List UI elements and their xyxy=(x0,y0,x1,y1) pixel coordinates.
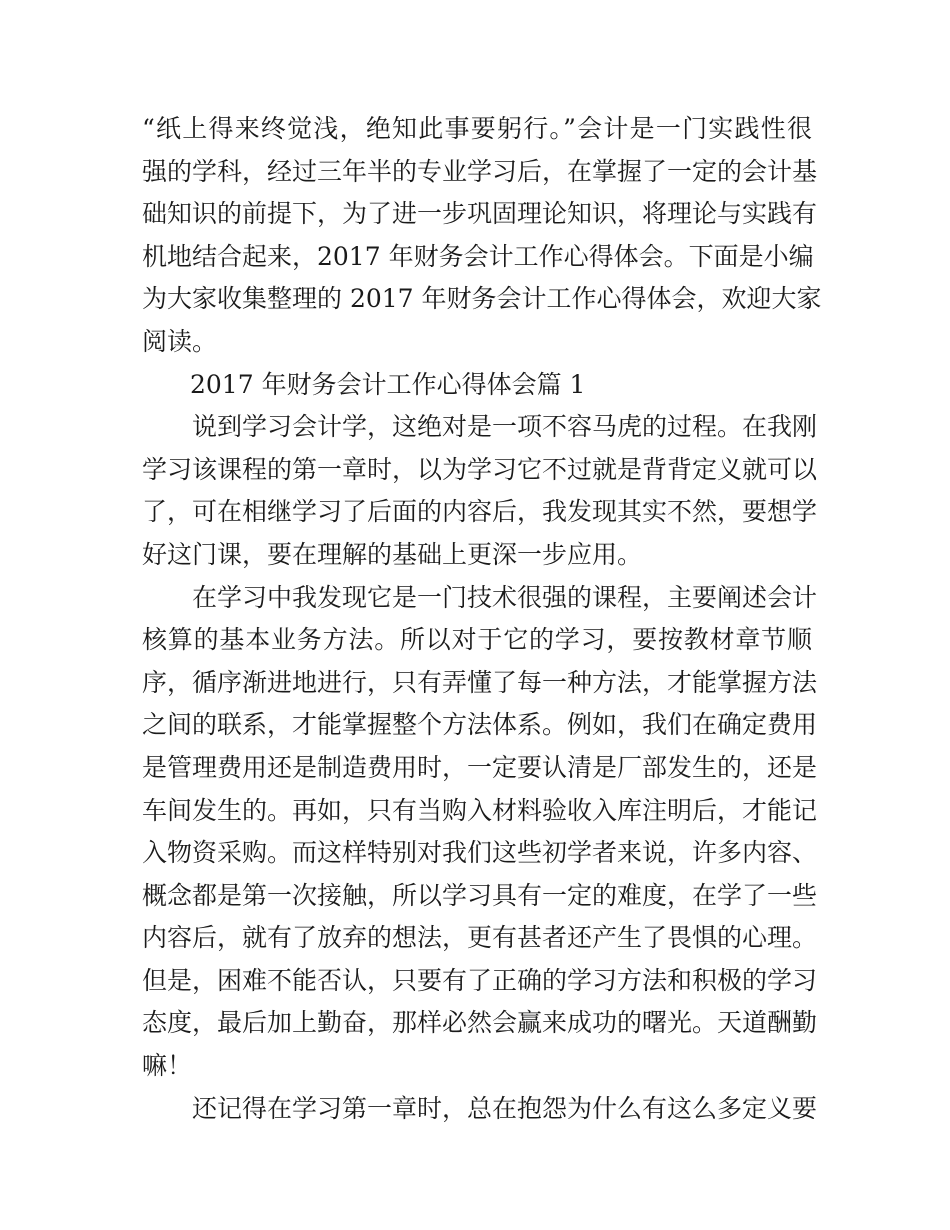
text-line: 在学习中我发现它是一门技术很强的课程，主要阐述会计 xyxy=(192,582,818,612)
paragraph-2 xyxy=(142,577,818,1088)
text-line: 但是，困难不能否认，只要有了正确的学习方法和积极的学习 xyxy=(142,965,818,995)
text-line: 之间的联系，才能掌握整个方法体系。例如，我们在确定费用 xyxy=(142,710,818,740)
text-line: 为大家收集整理的 2017 年财务会计工作心得体会，欢迎大家 xyxy=(142,284,822,314)
text-line: 嘛！ xyxy=(142,1051,193,1081)
text-line: 阅读。 xyxy=(142,326,218,356)
text-line: 学习该课程的第一章时，以为学习它不过就是背背定义就可以 xyxy=(142,454,818,484)
text-line: 了，可在相继学习了后面的内容后，我发现其实不然，要想学 xyxy=(142,497,818,527)
text-line: 内容后，就有了放弃的想法，更有甚者还产生了畏惧的心理。 xyxy=(142,923,818,953)
paragraph-3 xyxy=(142,1088,818,1131)
text-line: “纸上得来终觉浅，绝知此事要躬行。”会计是一门实践性很 xyxy=(142,114,812,143)
document-body xyxy=(142,108,822,1130)
text-line: 序，循序渐进地进行，只有弄懂了每一种方法，才能掌握方法 xyxy=(142,667,818,697)
text-line: 态度，最后加上勤奋，那样必然会赢来成功的曙光。天道酬勤 xyxy=(142,1008,818,1038)
text-line: 强的学科，经过三年半的专业学习后，在掌握了一定的会计基 xyxy=(142,156,818,186)
text-line: 机地结合起来，2017 年财务会计工作心得体会。下面是小编 xyxy=(142,241,814,271)
paragraph-1 xyxy=(142,406,818,576)
text-line: 概念都是第一次接触，所以学习具有一定的难度，在学了一些 xyxy=(142,880,818,910)
text-line: 是管理费用还是制造费用时，一定要认清是厂部发生的，还是 xyxy=(142,752,818,782)
text-line: 础知识的前提下，为了进一步巩固理论知识，将理论与实践有 xyxy=(142,199,818,229)
text-line: 车间发生的。再如，只有当购入材料验收入库注明后，才能记 xyxy=(142,795,818,825)
text-line: 还记得在学习第一章时，总在抱怨为什么有这么多定义要 xyxy=(192,1093,818,1123)
text-line: 入物资采购。而这样特别对我们这些初学者来说，许多内容、 xyxy=(142,838,818,868)
section-title: 2017 年财务会计工作心得体会篇 1 xyxy=(190,369,586,399)
text-line: 好这门课，要在理解的基础上更深一步应用。 xyxy=(142,539,643,569)
intro-paragraph xyxy=(142,108,822,364)
text-line: 说到学习会计学，这绝对是一项不容马虎的过程。在我刚 xyxy=(192,412,818,442)
text-line: 核算的基本业务方法。所以对于它的学习，要按教材章节顺 xyxy=(142,625,812,655)
